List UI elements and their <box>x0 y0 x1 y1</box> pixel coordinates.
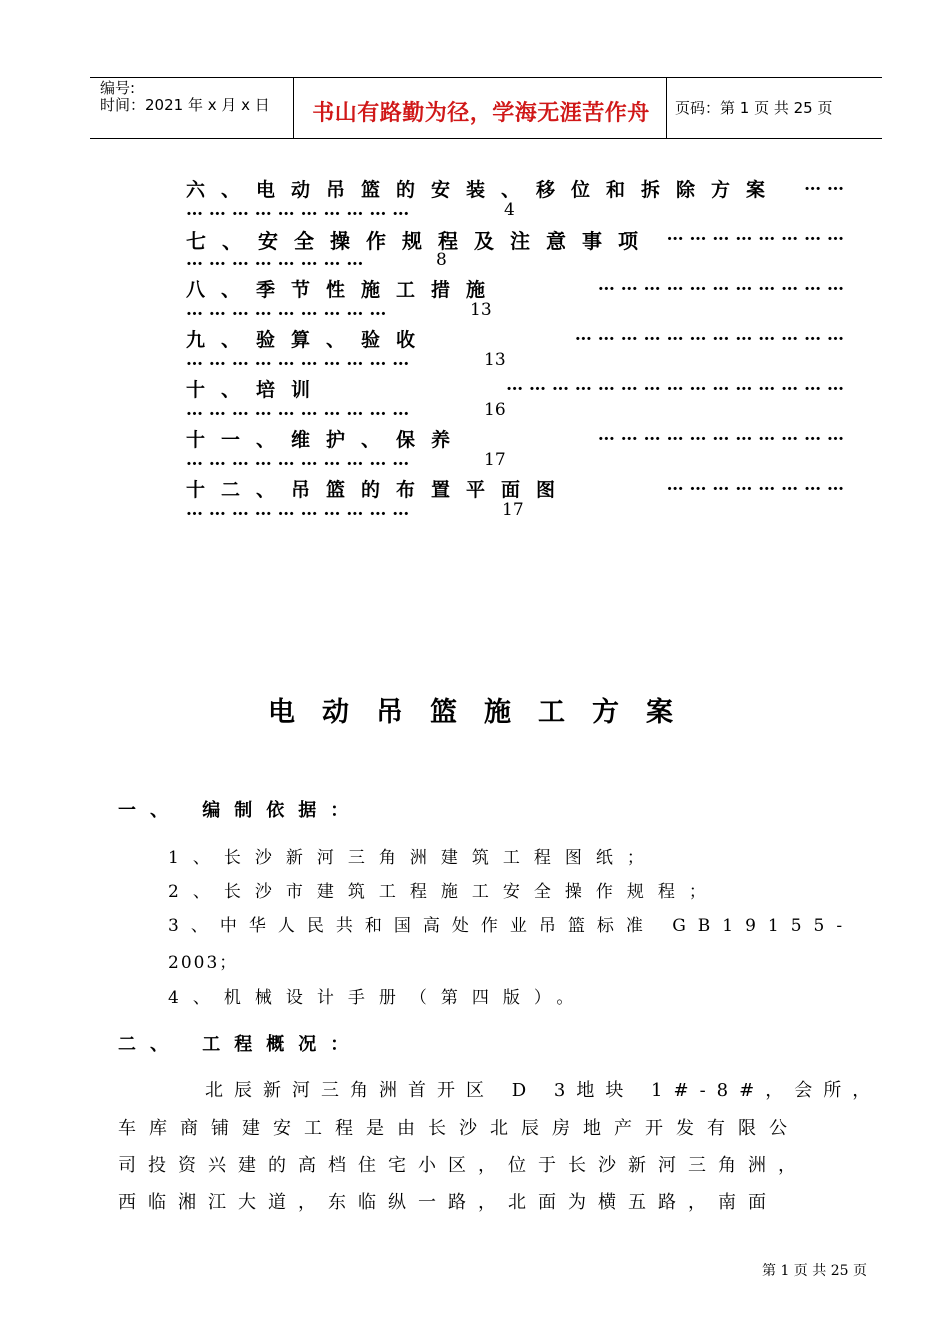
header-top-rule <box>90 77 882 78</box>
toc-row[interactable] <box>186 225 846 275</box>
paragraph-line: 北辰新河三角洲首开区 D 3地块 1#-8#，会所， <box>205 1080 882 1101</box>
header-bottom-rule <box>90 138 882 139</box>
list-item: 4、机械设计手册（第四版）。 <box>168 988 588 1008</box>
time-label: 时间：2021 年 x 月 x 日 <box>100 96 270 114</box>
list-item: 2003； <box>168 953 239 973</box>
toc-row[interactable] <box>186 325 846 375</box>
toc-row[interactable] <box>186 425 846 475</box>
paragraph-line: 西临湘江大道，东临纵一路，北面为横五路，南面 <box>118 1192 778 1213</box>
toc-leader: … … … … … … … … <box>186 250 364 270</box>
header-meta <box>100 80 270 114</box>
code-label: 编号: <box>100 79 136 97</box>
list-item: 3、中华人民共和国高处作业吊篮标准 GB19155- <box>168 916 855 936</box>
toc-title: 十一、维护、保养 <box>186 429 467 451</box>
toc-page-number: 16 <box>484 400 506 420</box>
toc-leader: … … … … … … … … … … … <box>597 425 844 445</box>
section-heading: 二、 工程概况： <box>118 1034 363 1055</box>
toc-leader: … … … … … … … … … … … … <box>574 325 844 345</box>
toc-leader: … … … … … … … … … … <box>186 350 410 370</box>
toc-row[interactable] <box>186 275 846 325</box>
toc-title: 九、验算、验收 <box>186 329 432 351</box>
toc-leader: … … … … … … … … <box>666 225 844 245</box>
toc-page-number: 8 <box>436 250 447 270</box>
paragraph-line: 司投资兴建的高档住宅小区，位于长沙新河三角洲， <box>118 1155 808 1176</box>
toc-page-number: 17 <box>484 450 506 470</box>
toc-page-number: 13 <box>470 300 492 320</box>
toc-leader: … … … … … … … … … … <box>186 500 410 520</box>
toc-leader: … … … … … … … … … … … <box>597 275 844 295</box>
toc-title: 十二、吊篮的布置平面图 <box>186 479 572 501</box>
header-page-label: 页码：第 1 页 共 25 页 <box>675 99 833 117</box>
toc-leader: … … … … … … … … … … <box>186 400 410 420</box>
toc-leader: … … … … … … … … <box>666 475 844 495</box>
toc-leader: … … … … … … … … … … <box>186 450 410 470</box>
toc-title: 十、培训 <box>186 379 327 401</box>
toc-row[interactable] <box>186 175 846 225</box>
list-item: 1、长沙新河三角洲建筑工程图纸； <box>168 848 658 868</box>
document-title: 电动吊篮施工方案 <box>268 697 700 728</box>
header-divider-left <box>293 78 294 139</box>
toc-title: 八、季节性施工措施 <box>186 279 502 301</box>
list-item: 2、长沙市建筑工程施工安全操作规程； <box>168 882 720 902</box>
toc-page-number: 4 <box>504 200 515 220</box>
toc-leader: … … … … … … … … … … … … … … … <box>506 375 844 395</box>
toc-page-number: 13 <box>484 350 506 370</box>
toc-leader: … … <box>804 175 844 195</box>
toc-row[interactable] <box>186 475 846 525</box>
toc-page-number: 17 <box>502 500 524 520</box>
toc-row[interactable] <box>186 375 846 425</box>
toc-title: 六、电动吊篮的安装、移位和拆除方案 <box>186 179 782 201</box>
toc-title: 七、安全操作规程及注意事项 <box>186 229 654 253</box>
header-divider-right <box>666 78 667 139</box>
toc-leader: … … … … … … … … … … <box>186 200 410 220</box>
toc-leader: … … … … … … … … … <box>186 300 387 320</box>
paragraph-line: 车库商铺建安工程是由长沙北辰房地产开发有限公 <box>118 1118 800 1139</box>
page-footer: 第 1 页 共 25 页 <box>762 1263 867 1279</box>
header-slogan: 书山有路勤为径，学海无涯苦作舟 <box>312 100 650 126</box>
section-heading: 一、 编制依据： <box>118 800 363 821</box>
